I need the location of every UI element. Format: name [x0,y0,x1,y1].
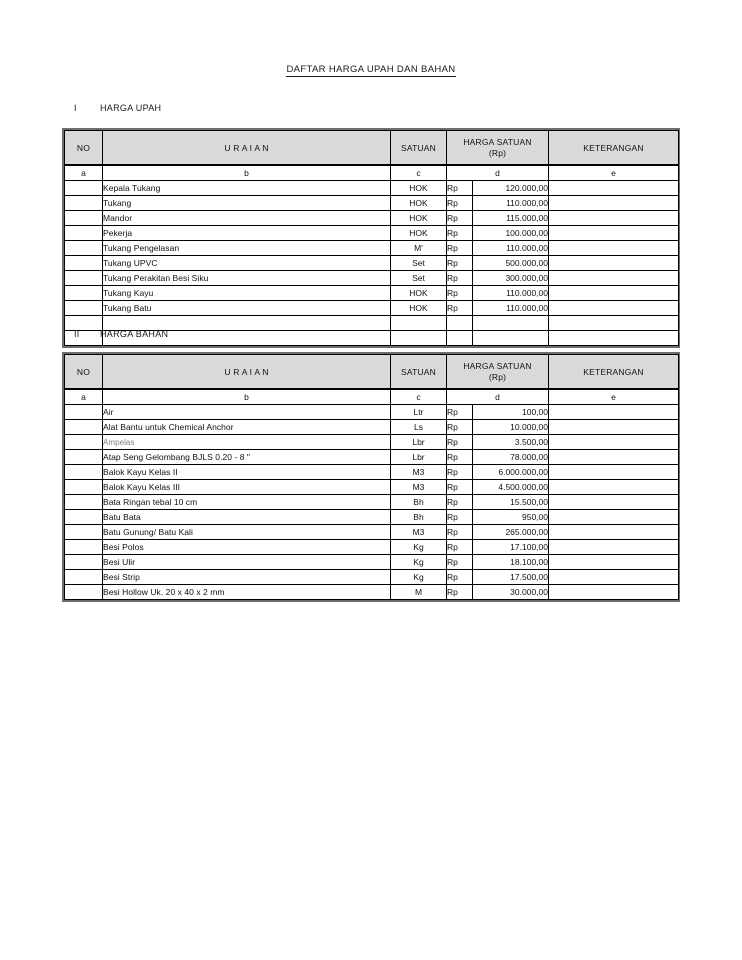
cell-uraian: Tukang UPVC [103,256,391,271]
cell-currency-symbol: Rp [447,301,473,316]
cell-keterangan [549,435,679,450]
column-header-keterangan: KETERANGAN [549,355,679,390]
column-header-uraian: U R A I A N [103,131,391,166]
cell-uraian: Bata Ringan tebal 10 cm [103,495,391,510]
cell-currency-symbol: Rp [447,256,473,271]
cell-currency-symbol: Rp [447,510,473,525]
price-table-bahan [64,354,679,600]
cell-currency-symbol: Rp [447,495,473,510]
cell-currency-symbol: Rp [447,286,473,301]
table-row [65,540,679,555]
table-row [65,271,679,286]
cell-satuan: Kg [391,570,447,585]
cell-currency-symbol: Rp [447,211,473,226]
cell-satuan: HOK [391,211,447,226]
cell-keterangan [549,555,679,570]
cell-no [65,420,103,435]
cell-keterangan [549,196,679,211]
cell-harga-satuan: 3.500,00 [473,435,549,450]
table-header-row [65,355,679,390]
cell-harga-satuan: 500.000,00 [473,256,549,271]
cell-harga-satuan: 100.000,00 [473,226,549,241]
cell-uraian: Tukang Batu [103,301,391,316]
cell-uraian: Kepala Tukang [103,181,391,196]
column-header-harga-line2: (Rp) [488,147,507,158]
cell-keterangan [549,301,679,316]
cell-satuan: Kg [391,555,447,570]
table-row [65,555,679,570]
cell-harga-satuan: 265.000,00 [473,525,549,540]
cell-harga-satuan: 10.000,00 [473,420,549,435]
cell-satuan: Set [391,271,447,286]
cell-no [65,435,103,450]
cell-satuan: M3 [391,480,447,495]
cell-keterangan [549,450,679,465]
table-row [65,525,679,540]
cell-satuan: Bh [391,495,447,510]
cell-no [65,525,103,540]
table-row [65,495,679,510]
cell-currency-symbol [447,331,473,346]
section-roman-numeral: II [74,329,80,339]
column-header-keterangan: KETERANGAN [549,131,679,166]
cell-uraian: Balok Kayu Kelas II [103,465,391,480]
cell-uraian: Besi Strip [103,570,391,585]
cell-uraian: Besi Hollow Uk. 20 x 40 x 2 mm [103,585,391,600]
column-header-no: NO [65,355,103,390]
cell-currency-symbol: Rp [447,450,473,465]
section-heading-harga-upah [74,103,161,113]
column-header-no: NO [65,131,103,166]
cell-uraian: Alat Bantu untuk Chemical Anchor [103,420,391,435]
column-header-uraian: U R A I A N [103,355,391,390]
cell-currency-symbol: Rp [447,480,473,495]
cell-currency-symbol: Rp [447,196,473,211]
cell-no [65,495,103,510]
letter-c: c [391,389,447,405]
cell-keterangan [549,271,679,286]
section-title: HARGA BAHAN [100,329,169,339]
cell-currency-symbol: Rp [447,226,473,241]
cell-uraian: Tukang Kayu [103,286,391,301]
cell-no [65,301,103,316]
cell-no [65,405,103,420]
cell-currency-symbol: Rp [447,555,473,570]
letter-b: b [103,389,391,405]
cell-satuan: Bh [391,510,447,525]
cell-currency-symbol: Rp [447,420,473,435]
cell-keterangan [549,495,679,510]
cell-keterangan [549,241,679,256]
cell-harga-satuan: 6.000.000,00 [473,465,549,480]
cell-currency-symbol: Rp [447,585,473,600]
letter-d: d [447,389,549,405]
column-header-harga-satuan [447,131,549,166]
cell-uraian: Pekerja [103,226,391,241]
column-header-harga-line1: HARGA SATUAN [463,360,532,371]
table-harga-upah [62,128,680,348]
cell-currency-symbol: Rp [447,405,473,420]
cell-no [65,211,103,226]
column-header-satuan: SATUAN [391,355,447,390]
table-row [65,570,679,585]
cell-harga-satuan: 17.500,00 [473,570,549,585]
cell-keterangan [549,540,679,555]
cell-satuan: Ls [391,420,447,435]
cell-harga-satuan: 30.000,00 [473,585,549,600]
table-row [65,450,679,465]
cell-keterangan [549,525,679,540]
cell-keterangan [549,585,679,600]
cell-satuan: Set [391,256,447,271]
cell-satuan [391,316,447,331]
cell-currency-symbol: Rp [447,181,473,196]
cell-satuan: M' [391,241,447,256]
cell-uraian: Besi Ulir [103,555,391,570]
cell-harga-satuan: 4.500.000,00 [473,480,549,495]
cell-uraian: Batu Bata [103,510,391,525]
table-header-row [65,131,679,166]
table-row [65,435,679,450]
cell-no [65,555,103,570]
table-row [65,420,679,435]
letter-d: d [447,165,549,181]
cell-keterangan [549,570,679,585]
cell-currency-symbol: Rp [447,465,473,480]
cell-satuan: HOK [391,226,447,241]
table-row [65,211,679,226]
cell-uraian: Mandor [103,211,391,226]
cell-uraian: Tukang Pengelasan [103,241,391,256]
cell-harga-satuan: 950,00 [473,510,549,525]
cell-no [65,286,103,301]
table-row [65,510,679,525]
cell-currency-symbol: Rp [447,435,473,450]
cell-satuan: HOK [391,196,447,211]
cell-keterangan [549,420,679,435]
cell-uraian: Batu Gunung/ Batu Kali [103,525,391,540]
cell-no [65,450,103,465]
table-row [65,286,679,301]
cell-keterangan [549,316,679,331]
table-row [65,181,679,196]
cell-no [65,181,103,196]
section-roman-numeral: I [74,103,77,113]
column-header-harga-line1: HARGA SATUAN [463,136,532,147]
cell-satuan: M3 [391,465,447,480]
cell-no [65,256,103,271]
column-header-harga-satuan [447,355,549,390]
cell-keterangan [549,211,679,226]
cell-no [65,241,103,256]
cell-harga-satuan: 100,00 [473,405,549,420]
cell-no [65,585,103,600]
cell-satuan: Ltr [391,405,447,420]
letter-a: a [65,389,103,405]
cell-harga-satuan: 120.000,00 [473,181,549,196]
cell-satuan: M [391,585,447,600]
cell-uraian: Ampelas [103,435,391,450]
cell-keterangan [549,256,679,271]
cell-no [65,540,103,555]
cell-currency-symbol: Rp [447,271,473,286]
cell-no [65,570,103,585]
cell-uraian: Tukang [103,196,391,211]
cell-harga-satuan: 110.000,00 [473,301,549,316]
cell-satuan: HOK [391,181,447,196]
table-letter-row [65,389,679,405]
cell-keterangan [549,331,679,346]
cell-harga-satuan: 15.500,00 [473,495,549,510]
cell-satuan: Kg [391,540,447,555]
cell-no [65,510,103,525]
letter-c: c [391,165,447,181]
cell-satuan: M3 [391,525,447,540]
cell-harga-satuan [473,331,549,346]
cell-no [65,226,103,241]
cell-currency-symbol: Rp [447,241,473,256]
letter-b: b [103,165,391,181]
section-title: HARGA UPAH [100,103,162,113]
cell-satuan: HOK [391,301,447,316]
letter-a: a [65,165,103,181]
cell-keterangan [549,226,679,241]
cell-satuan [391,331,447,346]
cell-harga-satuan [473,316,549,331]
column-header-harga-line2: (Rp) [488,371,507,382]
cell-currency-symbol: Rp [447,570,473,585]
cell-no [65,465,103,480]
cell-keterangan [549,465,679,480]
table-row [65,465,679,480]
table-row [65,196,679,211]
cell-no [65,480,103,495]
table-harga-bahan [62,352,680,602]
table-row [65,480,679,495]
table-row [65,226,679,241]
cell-uraian: Air [103,405,391,420]
cell-currency-symbol: Rp [447,540,473,555]
table-letter-row [65,165,679,181]
cell-currency-symbol [447,316,473,331]
cell-satuan: Lbr [391,450,447,465]
cell-keterangan [549,510,679,525]
table-row [65,256,679,271]
cell-no [65,196,103,211]
cell-uraian: Atap Seng Gelombang BJLS 0.20 - 8 " [103,450,391,465]
cell-satuan: HOK [391,286,447,301]
cell-keterangan [549,480,679,495]
cell-uraian: Tukang Perakitan Besi Siku [103,271,391,286]
cell-harga-satuan: 115.000,00 [473,211,549,226]
cell-harga-satuan: 300.000,00 [473,271,549,286]
cell-uraian: Besi Polos [103,540,391,555]
cell-harga-satuan: 110.000,00 [473,196,549,211]
cell-no [65,271,103,286]
cell-keterangan [549,181,679,196]
cell-satuan: Lbr [391,435,447,450]
section-heading-harga-bahan [74,329,168,339]
column-header-satuan: SATUAN [391,131,447,166]
letter-e: e [549,389,679,405]
cell-harga-satuan: 18.100,00 [473,555,549,570]
table-row [65,585,679,600]
cell-harga-satuan: 110.000,00 [473,286,549,301]
cell-harga-satuan: 17.100,00 [473,540,549,555]
page-title [0,64,742,75]
page-title-text: DAFTAR HARGA UPAH DAN BAHAN [286,64,456,75]
cell-harga-satuan: 78.000,00 [473,450,549,465]
cell-keterangan [549,405,679,420]
price-table-upah [64,130,679,346]
cell-keterangan [549,286,679,301]
cell-uraian: Balok Kayu Kelas III [103,480,391,495]
letter-e: e [549,165,679,181]
table-row [65,301,679,316]
cell-harga-satuan: 110.000,00 [473,241,549,256]
cell-currency-symbol: Rp [447,525,473,540]
table-row [65,405,679,420]
table-row [65,241,679,256]
